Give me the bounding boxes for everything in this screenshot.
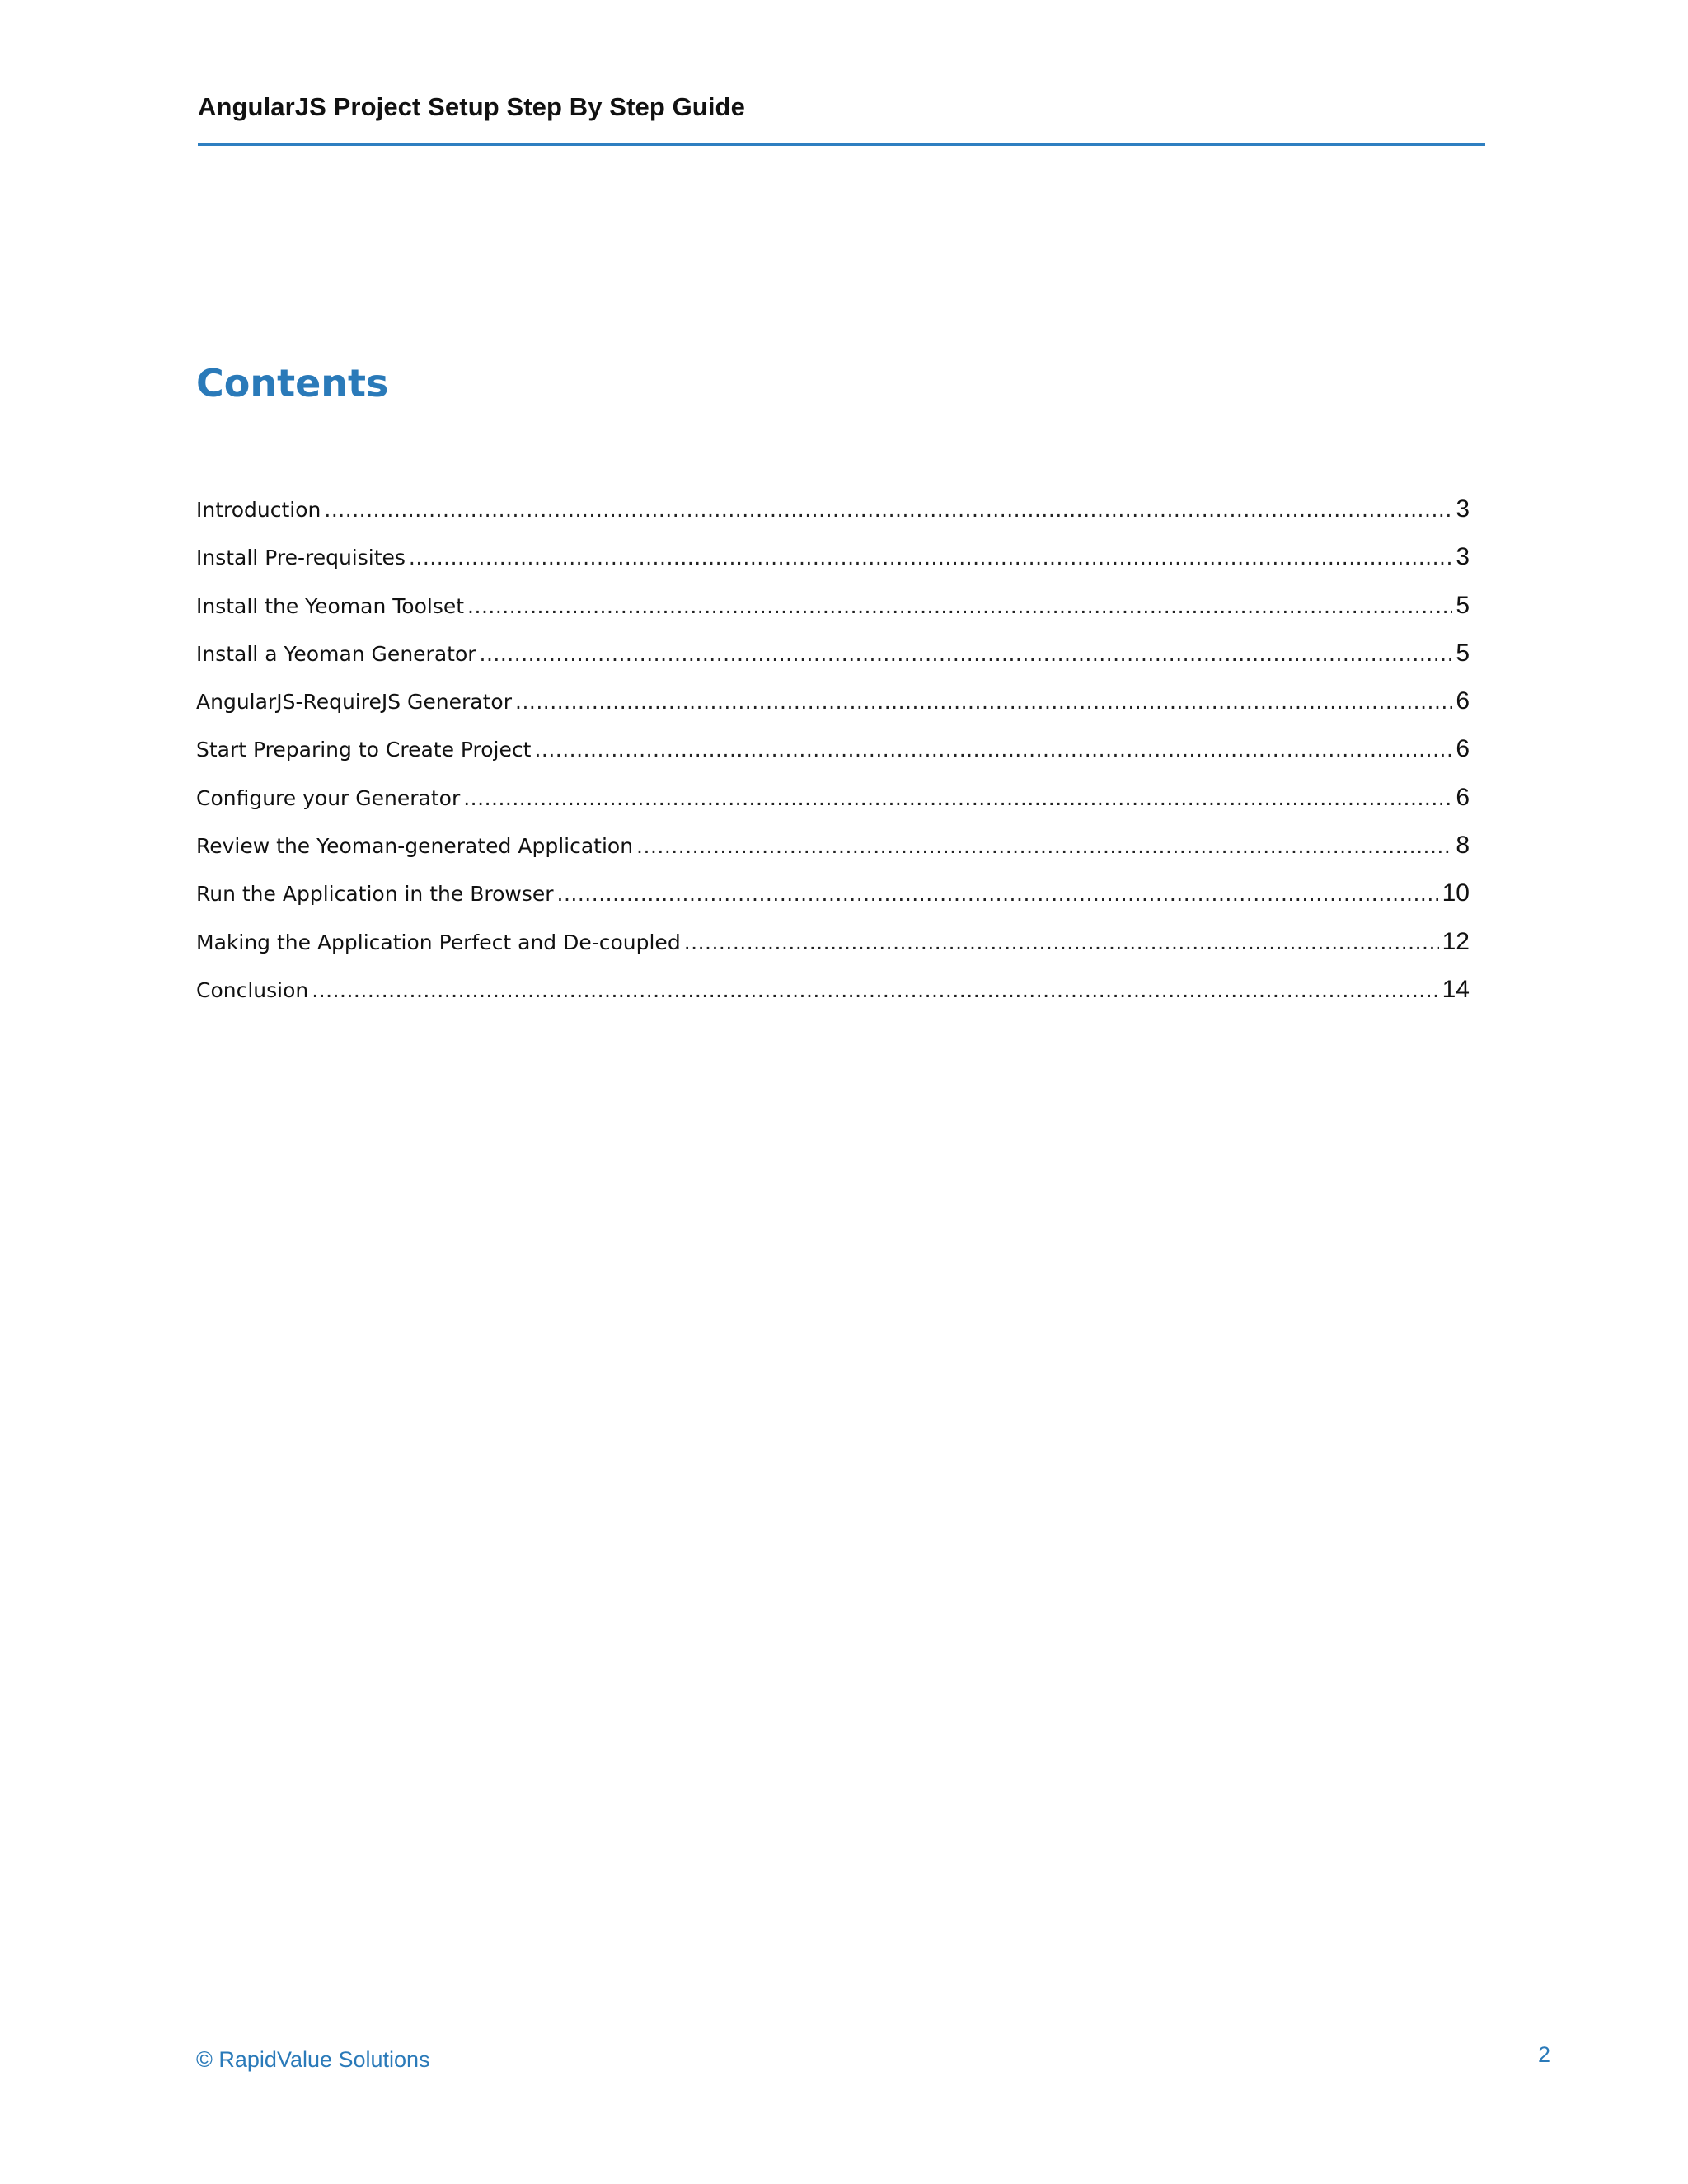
toc-dot-leader — [684, 928, 1439, 958]
toc-entry-page: 3 — [1456, 543, 1470, 571]
toc-dot-leader — [409, 543, 1452, 573]
toc-entry-page: 14 — [1442, 975, 1470, 1003]
toc-entry[interactable] — [196, 494, 1470, 542]
toc-entry[interactable] — [196, 879, 1470, 926]
toc-entry-title: Configure your Generator — [196, 785, 461, 810]
toc-heading: Contents — [196, 361, 389, 405]
toc-entry[interactable] — [196, 639, 1470, 687]
toc-list — [196, 494, 1470, 1023]
toc-dot-leader — [557, 879, 1439, 909]
toc-entry-page: 12 — [1442, 927, 1470, 955]
running-header: AngularJS Project Setup Step By Step Guide — [198, 92, 745, 121]
toc-entry-title: Run the Application in the Browser — [196, 882, 554, 907]
toc-entry-page: 5 — [1456, 591, 1470, 619]
toc-entry-page: 3 — [1456, 495, 1470, 523]
toc-entry-page: 10 — [1442, 879, 1470, 907]
toc-dot-leader — [324, 495, 1452, 525]
toc-entry[interactable] — [196, 783, 1470, 831]
toc-entry-title: Install a Yeoman Generator — [196, 641, 476, 666]
toc-entry-title: Install Pre-requisites — [196, 546, 406, 570]
toc-entry-title: Introduction — [196, 498, 321, 522]
toc-entry-title: AngularJS-RequireJS Generator — [196, 690, 513, 715]
toc-dot-leader — [467, 592, 1452, 621]
toc-entry-page: 6 — [1456, 687, 1470, 715]
toc-entry-page: 6 — [1456, 735, 1470, 763]
toc-entry[interactable] — [196, 831, 1470, 879]
toc-entry-title: Install the Yeoman Toolset — [196, 593, 465, 618]
toc-dot-leader — [480, 640, 1453, 669]
toc-dot-leader — [463, 784, 1452, 813]
footer-copyright: © RapidValue Solutions — [196, 2047, 430, 2072]
toc-entry[interactable] — [196, 975, 1470, 1023]
toc-dot-leader — [515, 687, 1452, 717]
toc-entry-title: Review the Yeoman-generated Application — [196, 834, 634, 859]
toc-entry-page: 5 — [1456, 639, 1470, 667]
header-rule — [198, 143, 1485, 146]
toc-entry-title: Start Preparing to Create Project — [196, 738, 532, 762]
toc-entry[interactable] — [196, 591, 1470, 639]
toc-dot-leader — [534, 735, 1452, 765]
toc-entry[interactable] — [196, 687, 1470, 734]
toc-entry[interactable] — [196, 927, 1470, 975]
toc-dot-leader — [636, 832, 1452, 861]
toc-dot-leader — [312, 976, 1438, 1005]
toc-entry-page: 8 — [1456, 832, 1470, 860]
footer-page-number: 2 — [1538, 2042, 1551, 2067]
toc-entry[interactable] — [196, 542, 1470, 590]
toc-entry-title: Conclusion — [196, 977, 309, 1002]
toc-entry-page: 6 — [1456, 783, 1470, 811]
toc-entry-title: Making the Application Perfect and De-coupled — [196, 930, 681, 954]
toc-entry[interactable] — [196, 734, 1470, 782]
